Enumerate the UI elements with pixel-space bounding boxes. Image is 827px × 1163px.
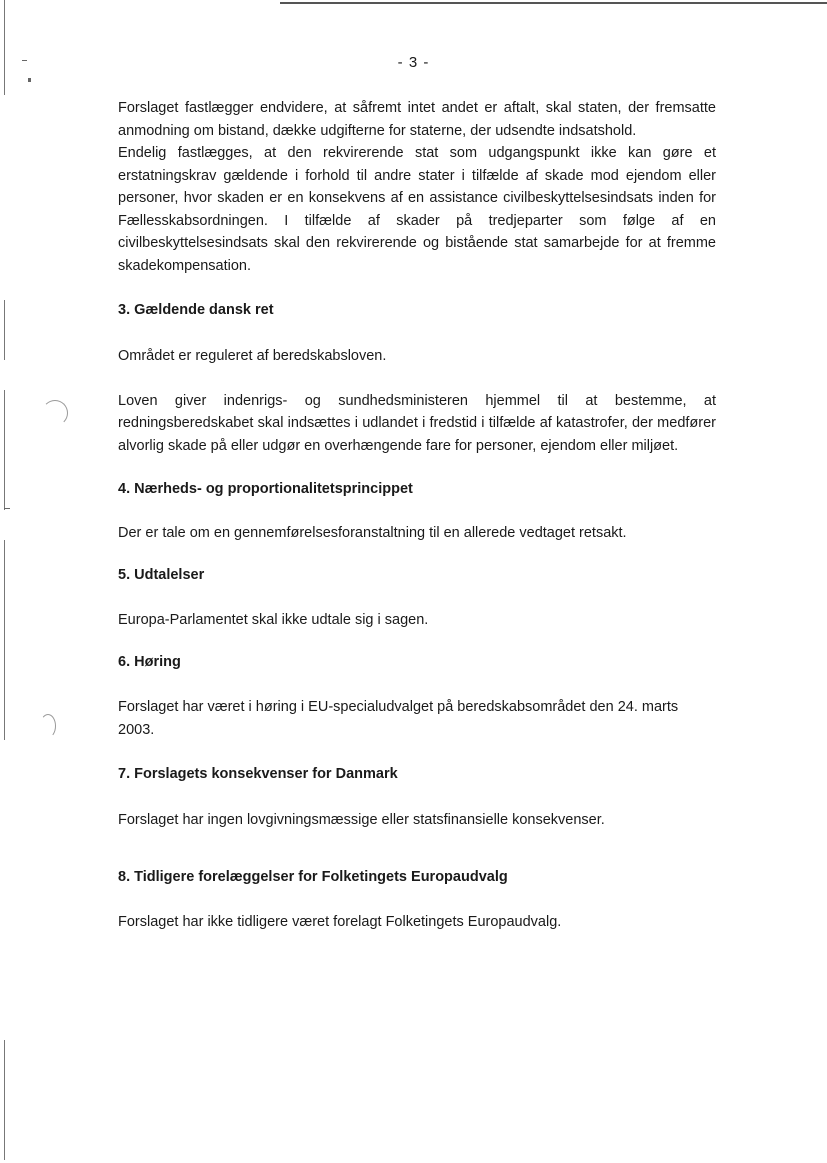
punch-hole-mark — [42, 400, 68, 426]
scan-left-edge — [4, 0, 5, 95]
section-4-paragraph-1: Der er tale om en gennemførelsesforanstaltning til en allerede vedtaget retsakt. — [118, 525, 627, 541]
section-heading-7: 7. Forslagets konsekvenser for Danmark — [118, 766, 398, 782]
page-number: - 3 - — [397, 54, 430, 71]
scan-left-edge — [4, 300, 5, 360]
scan-left-edge — [4, 390, 5, 510]
section-8-paragraph-1: Forslaget har ikke tidligere været forelagt Folketingets Europaudvalg. — [118, 913, 562, 930]
scan-top-rule — [280, 2, 827, 4]
section-3-paragraph-1: Området er reguleret af beredskabsloven. — [118, 348, 387, 364]
scan-speck — [4, 508, 10, 509]
section-3-paragraph-2: Loven giver indenrigs- og sundhedsministeren hjemmel til at bestemme, at redningsberedskabet skal indsættes i udlandet i fredstid i tilfælde af katastrofer, der medfører alvorlig skade på eller udgør en overhængende fare for personer, ejendom eller miljøet. — [118, 392, 716, 454]
scan-speck — [28, 78, 31, 82]
document-body — [118, 97, 716, 933]
section-heading-3: 3. Gældende dansk ret — [118, 302, 274, 318]
section-7-paragraph-1: Forslaget har ingen lovgivningsmæssige eller statsfinansielle konsekvenser. — [118, 812, 605, 828]
section-6-paragraph-1: Forslaget har været i høring i EU-specialudvalget på beredskabsområdet den 24. marts 2003. — [118, 699, 679, 738]
scan-left-edge — [4, 540, 5, 740]
punch-hole-mark — [40, 714, 56, 738]
section-heading-8: 8. Tidligere forelæggelser for Folketingets Europaudvalg — [118, 868, 508, 885]
scan-left-edge — [4, 1040, 5, 1160]
intro-paragraph-2: Endelig fastlægges, at den rekvirerende stat som udgangspunkt ikke kan gøre et erstatningskrav gældende i forhold til andre stater i tilfælde af skade mod ejendom eller personer, hvor skaden er en konsekvens af en assistance civilbeskyttelsesindsats inden for Fællesskabsordningen. I tilfælde af skader på tredjeparter som følge af en civilbeskyttelsesindsats skal den rekvirerende og bistående stat samarbejde for at fremme skadekompensation. — [118, 145, 716, 274]
section-5-paragraph-1: Europa-Parlamentet skal ikke udtale sig i sagen. — [118, 611, 429, 628]
intro-paragraph-1: Forslaget fastlægger endvidere, at såfremt intet andet er aftalt, skal staten, der fremsatte anmodning om bistand, dække udgifterne for staterne, der udsendte indsatshold. — [118, 100, 716, 139]
section-heading-6: 6. Høring — [118, 654, 181, 670]
section-heading-4: 4. Nærheds- og proportionalitetsprincippet — [118, 481, 413, 497]
section-heading-5: 5. Udtalelser — [118, 566, 205, 583]
